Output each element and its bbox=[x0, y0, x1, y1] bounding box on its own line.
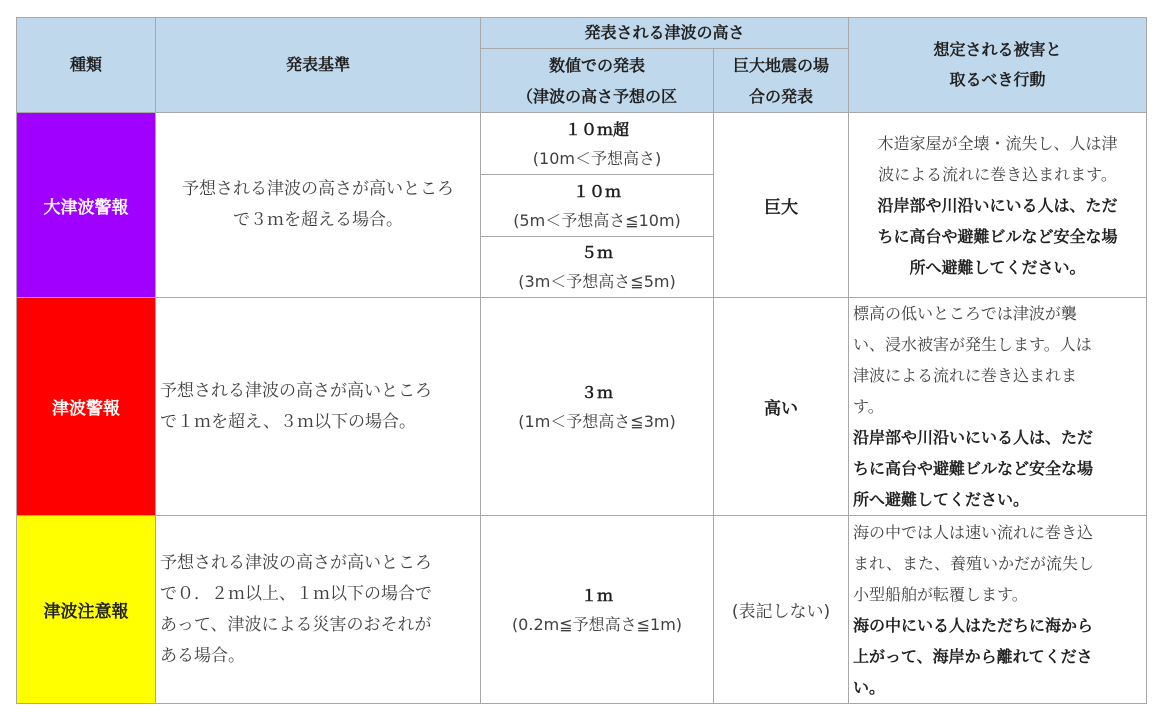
type-cell-major: 大津波警報 bbox=[17, 113, 156, 298]
damage-line: 木造家屋が全壊・流失し、人は津 bbox=[877, 133, 1118, 153]
giant-cell bbox=[714, 516, 849, 704]
height-range: (5m＜予想高さ≦10m) bbox=[513, 210, 681, 230]
damage-line: 波による流れに巻き込まれます。 bbox=[878, 164, 1117, 184]
action-line: 沿岸部や川沿いにいる人は、ただ bbox=[853, 428, 1094, 447]
height-value: ５ｍ bbox=[580, 243, 613, 262]
criteria-line: 予想される津波の高さが高いところ bbox=[160, 380, 432, 401]
criteria-cell bbox=[156, 298, 481, 516]
action-line: 沿岸部や川沿いにいる人は、ただ bbox=[877, 195, 1118, 215]
damage-line: まれ、また、養殖いかだが流失し bbox=[853, 553, 1094, 573]
damage-line: 小型船舶が転覆します。 bbox=[853, 584, 1028, 604]
criteria-line: あって、津波による災害のおそれが bbox=[160, 614, 432, 635]
height-range: (0.2m≦予想高さ≦1m) bbox=[511, 614, 683, 634]
height-value: １０ｍ bbox=[572, 181, 621, 201]
header-criteria: 発表基準 bbox=[156, 18, 481, 113]
height-value: ３ｍ bbox=[580, 382, 613, 402]
giant-cell bbox=[714, 113, 849, 298]
header-numeric bbox=[481, 49, 714, 113]
tsunami-warning-table bbox=[16, 17, 1147, 704]
criteria-cell bbox=[156, 516, 481, 704]
damage-line: 津波による流れに巻き込まれま bbox=[853, 366, 1078, 385]
action-line: 所へ避難してください。 bbox=[909, 257, 1086, 277]
criteria-cell bbox=[156, 113, 481, 298]
header-giant-line1: 巨大地震の場 bbox=[732, 55, 829, 75]
action-line: ちに高台や避難ビルなど安全な場 bbox=[853, 459, 1094, 478]
height-level-cell bbox=[481, 175, 714, 237]
header-numeric-line2: （津波の高さ予想の区 bbox=[516, 86, 677, 106]
giant-label: 巨大 bbox=[764, 197, 798, 218]
criteria-line: で３ｍを超える場合。 bbox=[233, 210, 403, 230]
header-damage bbox=[849, 18, 1147, 113]
height-level-cell bbox=[481, 298, 714, 516]
header-damage-line1: 想定される被害と bbox=[933, 40, 1062, 59]
damage-line: 標高の低いところでは津波が襲 bbox=[853, 304, 1077, 323]
criteria-line: で１ｍを超え、３ｍ以下の場合。 bbox=[160, 411, 417, 432]
table-row bbox=[17, 113, 1147, 175]
header-damage-line2: 取るべき行動 bbox=[949, 70, 1046, 89]
damage-cell bbox=[849, 298, 1147, 516]
type-cell-warning: 津波警報 bbox=[17, 298, 156, 516]
damage-cell bbox=[849, 113, 1147, 298]
height-level-cell bbox=[481, 516, 714, 704]
height-level-cell bbox=[481, 237, 714, 298]
header-height-group: 発表される津波の高さ bbox=[481, 18, 849, 49]
action-line: い。 bbox=[853, 677, 886, 697]
giant-label: 高い bbox=[764, 399, 798, 419]
giant-label: (表記しない) bbox=[731, 602, 831, 622]
giant-cell bbox=[714, 298, 849, 516]
damage-line: い、浸水被害が発生します。人は bbox=[853, 335, 1092, 354]
height-level-cell bbox=[481, 113, 714, 175]
height-range: (3m＜予想高さ≦5m) bbox=[518, 272, 676, 291]
table-row bbox=[17, 298, 1147, 516]
action-line: 所へ避難してください。 bbox=[853, 490, 1030, 509]
type-cell-advisory: 津波注意報 bbox=[17, 516, 156, 704]
height-range: (1m＜予想高さ≦3m) bbox=[518, 411, 676, 431]
header-giant bbox=[714, 49, 849, 113]
header-type: 種類 bbox=[17, 18, 156, 113]
criteria-line: で０．２ｍ以上、１ｍ以下の場合で bbox=[160, 583, 432, 604]
height-range: (10m＜予想高さ) bbox=[532, 148, 662, 168]
table-row bbox=[17, 516, 1147, 704]
action-line: 上がって、海岸から離れてくださ bbox=[853, 646, 1093, 666]
action-line: 海の中にいる人はただちに海から bbox=[853, 615, 1094, 635]
criteria-line: ある場合。 bbox=[160, 645, 245, 666]
header-numeric-line1: 数値での発表 bbox=[548, 55, 645, 75]
criteria-line: 予想される津波の高さが高いところ bbox=[182, 179, 454, 199]
action-line: ちに高台や避難ビルなど安全な場 bbox=[877, 226, 1118, 246]
height-value: １０ｍ超 bbox=[564, 119, 629, 139]
height-value: １ｍ bbox=[580, 585, 613, 605]
damage-cell bbox=[849, 516, 1147, 704]
header-giant-line2: 合の発表 bbox=[748, 86, 813, 106]
damage-line: す。 bbox=[853, 397, 884, 416]
damage-line: 海の中では人は速い流れに巻き込 bbox=[853, 522, 1094, 542]
criteria-line: 予想される津波の高さが高いところ bbox=[160, 552, 432, 573]
